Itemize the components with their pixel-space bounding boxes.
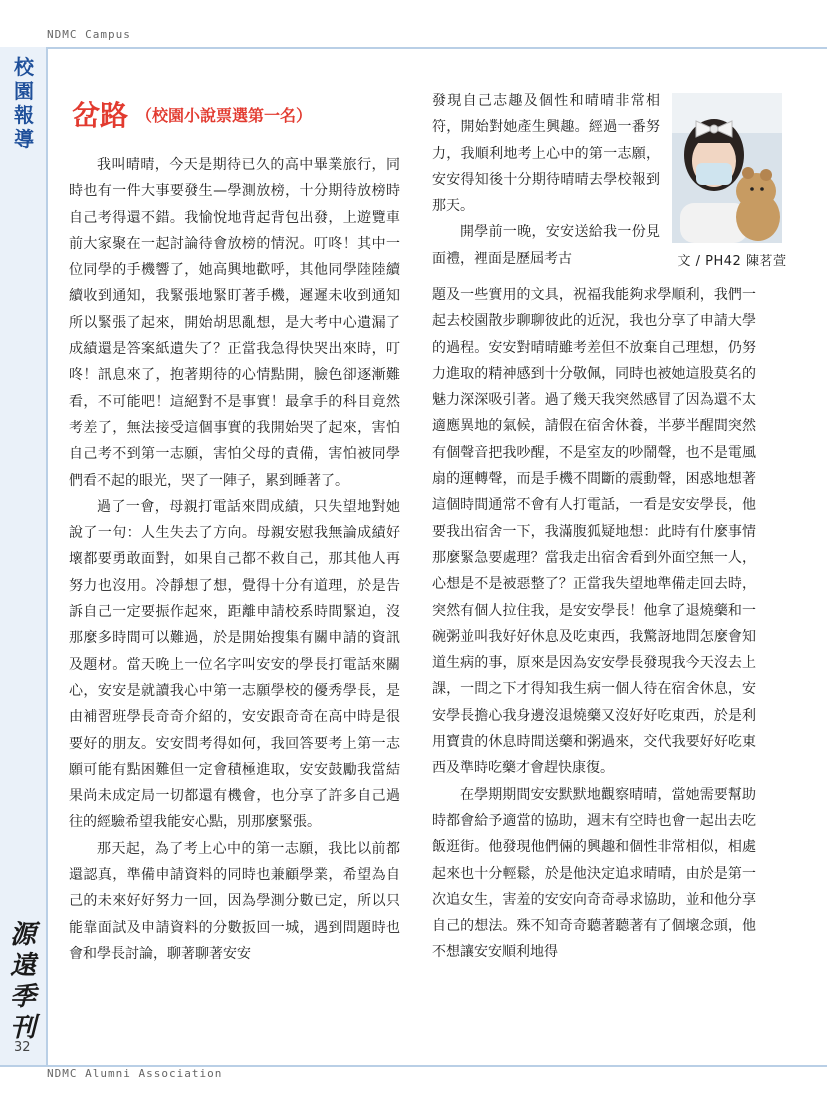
publication-logo: 源遠季刊 [9, 920, 36, 1043]
paragraph: 過了一會，母親打電話來問成績，只失望地對她說了一句：人生失去了方向。母親安慰我無論成績好壞都要勇敢面對，如果自己都不救自己，那其他人再努力也沒用。冷靜想了想，覺得十分有道理，於是告訴自己一定要振作起來，距離申請校系時間緊迫，沒那麼多時間可以難過，於是開始搜集有關申請的資訊及題材。當天晚上一位名字叫安安的學長打電話來關心，安安是就讀我心中第一志願學校的優秀學長，是由補習班學長奇奇介紹的，安安跟奇奇在高中時是很要好的朋友。安安問考得如何，我回答要考上第一志願可能有點困難但一定會積極進取，安安鼓勵我當結果尚未成定局一切都還有機會，也分享了許多自己過往的經驗希望我能安心點，別那麼緊張。 [69, 498, 400, 831]
paragraph: 題及一些實用的文具，祝福我能夠求學順利，我們一起去校園散步聊聊彼此的近況，我也分享了申請大學的過程。安安對晴晴雖考差但不放棄自己理想，仍努力進取的精神感到十分敬佩，同時也被她這股莫名的魅力深深吸引著。過了幾天我突然感冒了因為還不太適應異地的氣候，請假在宿舍休養，半夢半醒間突然有個聲音把我吵醒，不是室友的吵鬧聲，也不是電風扇的運轉聲，而是手機不間斷的震動聲，困惑地想著這個時間通常不會有人打電話，一看是安安學長，他要我出宿舍一下，我滿腹狐疑地想：此時有什麼事情那麼緊急要處理？當我走出宿舍看到外面空無一人，心想是不是被惡整了？正當我失望地準備走回去時，突然有個人拉住我，是安安學長！他拿了退燒藥和一碗粥並叫我好好休息及吃東西，我驚訝地問怎麼會知道生病的事，原來是因為安安學長發現我今天沒去上課，一問之下才得知我生病一個人待在宿舍休息，安安學長擔心我身邊沒退燒藥又沒好好吃東西，於是利用寶貴的休息時間送藥和粥過來，交代我要好好吃東西及準時吃藥才會趕快康復。 [432, 287, 756, 777]
article-title: 岔路 [72, 99, 129, 132]
sidebar [0, 47, 48, 1065]
paragraph: 那天起，為了考上心中的第一志願，我比以前都還認真，準備申請資料的同時也兼顧學業，希望為自己的未來好好努力一回，因為學測分數已定，所以只能靠面試及申請資料的分數扳回一城，遇到問題時也會和學長討論，聊著聊著安安 [69, 840, 400, 962]
page-number: 32 [14, 1040, 31, 1055]
author-photo [672, 93, 782, 243]
paragraph: 發現自己志趣及個性和晴晴非常相符，開始對她產生興趣。經過一番努力，我順利地考上心中的第一志願，安安得知後十分期待晴晴去學校報到那天。 [432, 93, 660, 215]
paragraph: 我叫晴晴，今天是期待已久的高中畢業旅行，同時也有一件大事要發生—學測放榜，十分期待放榜時自己考得還不錯。我愉悅地背起背包出發，上遊覽車前大家聚在一起討論待會放榜的情況。叮咚！其中一位同學的手機響了，她高興地歡呼，其他同學陸陸續續收到通知，我緊張地緊盯著手機，遲遲未收到通知所以緊張了起來，開始胡思亂想，是大考中心遺漏了成績還是答案紙遺失了？正當我急得快哭出來時，叮咚！訊息來了，抱著期待的心情點開，臉色卻逐漸難看，不可能吧！這絕對不是事實！最拿手的科目竟然考差了，無法接受這個事實的我開始哭了起來，害怕自己考不到第一志願，害怕父母的責備，害怕被同學們看不起的眼光，哭了一陣子，累到睡著了。 [69, 157, 400, 489]
paragraph: 在學期期間安安默默地觀察晴晴，當她需要幫助時都會給予適當的協助，週末有空時也會一起出去吃飯逛街。他發現他們倆的興趣和個性非常相似，相處起來也十分輕鬆，於是他決定追求晴晴，由於是第一次追女生，害羞的安安向奇奇尋求協助，並和他分享自己的想法。殊不知奇奇聽著聽著有了個壞念頭，他不想讓安安順利地得 [432, 786, 756, 961]
article-subtitle: （校園小說票選第一名） [136, 105, 313, 125]
left-column [69, 152, 400, 967]
article-title-block [72, 94, 412, 134]
right-column-bottom [432, 282, 756, 966]
paragraph: 開學前一晚，安安送給我一份見面禮，裡面是歷屆考古 [432, 224, 660, 267]
right-column-top [432, 88, 660, 272]
top-rule [46, 47, 827, 49]
publication-header: NDMC Campus [47, 28, 131, 41]
author-portrait-image [672, 93, 782, 243]
author-byline: 文 / PH42 陳茗萱 [677, 254, 787, 269]
section-label: 校園報導 [14, 55, 34, 151]
association-footer: NDMC Alumni Association [47, 1067, 223, 1080]
